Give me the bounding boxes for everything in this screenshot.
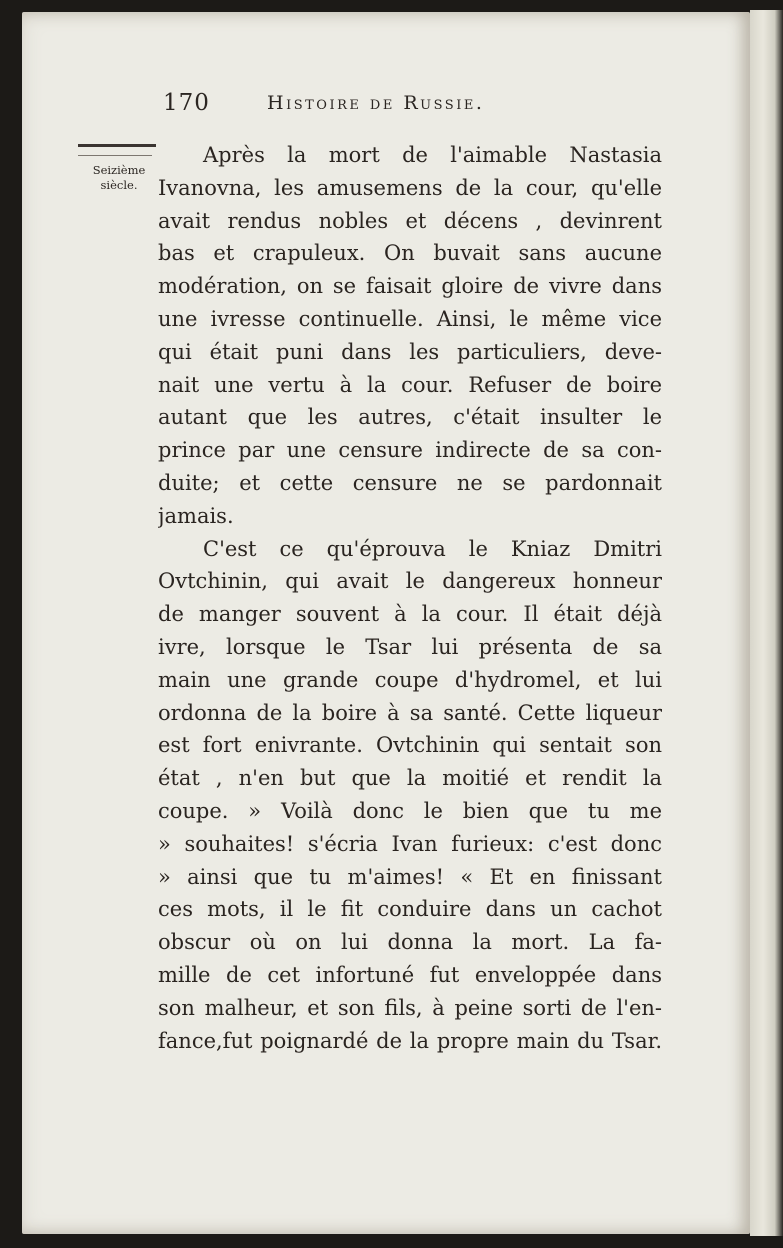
paragraph-2 [158, 533, 662, 1058]
text-line: est fort enivrante. Ovtchinin qui sentait son [158, 733, 662, 758]
text-line: modération, on se faisait gloire de vivre dans [158, 274, 662, 299]
text-line: ces mots, il le fit conduire dans un cachot [158, 897, 662, 922]
text-line: Ovtchinin, qui avait le dangereux honneur [158, 569, 662, 594]
margin-note: Seizième siècle. [92, 163, 146, 192]
text-line: bas et crapuleux. On buvait sans aucune [158, 241, 662, 266]
text-line: son malheur, et son fils, à peine sorti de l'en- [158, 995, 662, 1020]
text-line: mille de cet infortuné fut enveloppée dans [158, 962, 662, 987]
text-line: état , n'en but que la moitié et rendit la [158, 766, 662, 791]
body-text [158, 139, 662, 1057]
text-line: Après la mort de l'aimable Nastasia [203, 143, 662, 167]
text-line: coupe. » Voilà donc le bien que tu me [158, 798, 662, 823]
text-line: une ivresse continuelle. Ainsi, le même vice [158, 306, 662, 331]
text-line: de manger souvent à la cour. Il était déjà [158, 602, 662, 627]
text-line: prince par une censure indirecte de sa con- [158, 438, 662, 463]
text-line: nait une vertu à la cour. Refuser de boire [158, 372, 662, 397]
text-line: main une grande coupe d'hydromel, et lui [158, 667, 662, 692]
text-line: duite; et cette censure ne se pardonnait [158, 470, 662, 495]
text-line: obscur où on lui donna la mort. La fa- [158, 930, 662, 955]
page-header [163, 90, 583, 120]
text-line: Ivanovna, les amusemens de la cour, qu'elle [158, 175, 662, 200]
text-line: » ainsi que tu m'aimes! « Et en finissant [158, 864, 662, 889]
margin-rule-thin [78, 155, 152, 156]
text-line: » souhaites! s'écria Ivan furieux: c'est donc [158, 831, 662, 856]
margin-rule [78, 144, 156, 147]
text-line: fance,fut poignardé de la propre main du Tsar. [158, 1028, 662, 1053]
page-number: 170 [163, 90, 210, 116]
text-line: jamais. [158, 503, 234, 528]
text-line: ordonna de la boire à sa santé. Cette liqueur [158, 700, 662, 725]
text-line: ivre, lorsque le Tsar lui présenta de sa [158, 634, 662, 659]
running-title: Histoire de Russie. [267, 92, 485, 114]
text-line: C'est ce qu'éprouva le Kniaz Dmitri [203, 536, 662, 561]
paragraph-1 [158, 139, 662, 533]
text-line: qui était puni dans les particuliers, deve- [158, 339, 662, 364]
text-line: autant que les autres, c'était insulter le [158, 405, 662, 430]
text-line: avait rendus nobles et décens , devinrent [158, 208, 662, 233]
page-gutter [750, 10, 783, 1236]
